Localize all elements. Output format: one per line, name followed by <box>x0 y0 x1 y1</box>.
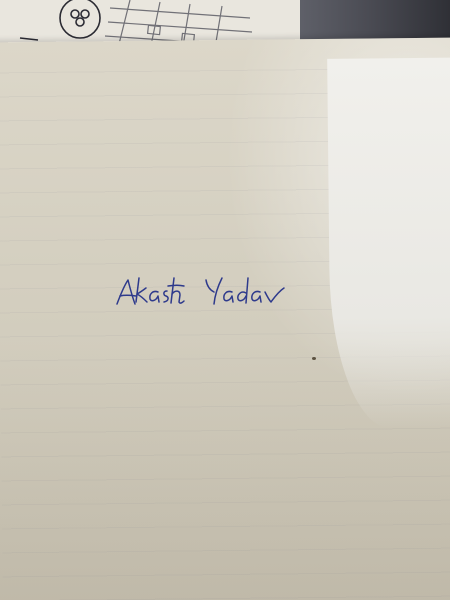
notebook-page <box>0 38 450 600</box>
handwritten-signature <box>114 274 292 310</box>
ink-speck <box>312 357 316 360</box>
page-shadow <box>0 338 450 600</box>
signature-text <box>114 274 115 275</box>
signature-strokes <box>114 274 292 310</box>
